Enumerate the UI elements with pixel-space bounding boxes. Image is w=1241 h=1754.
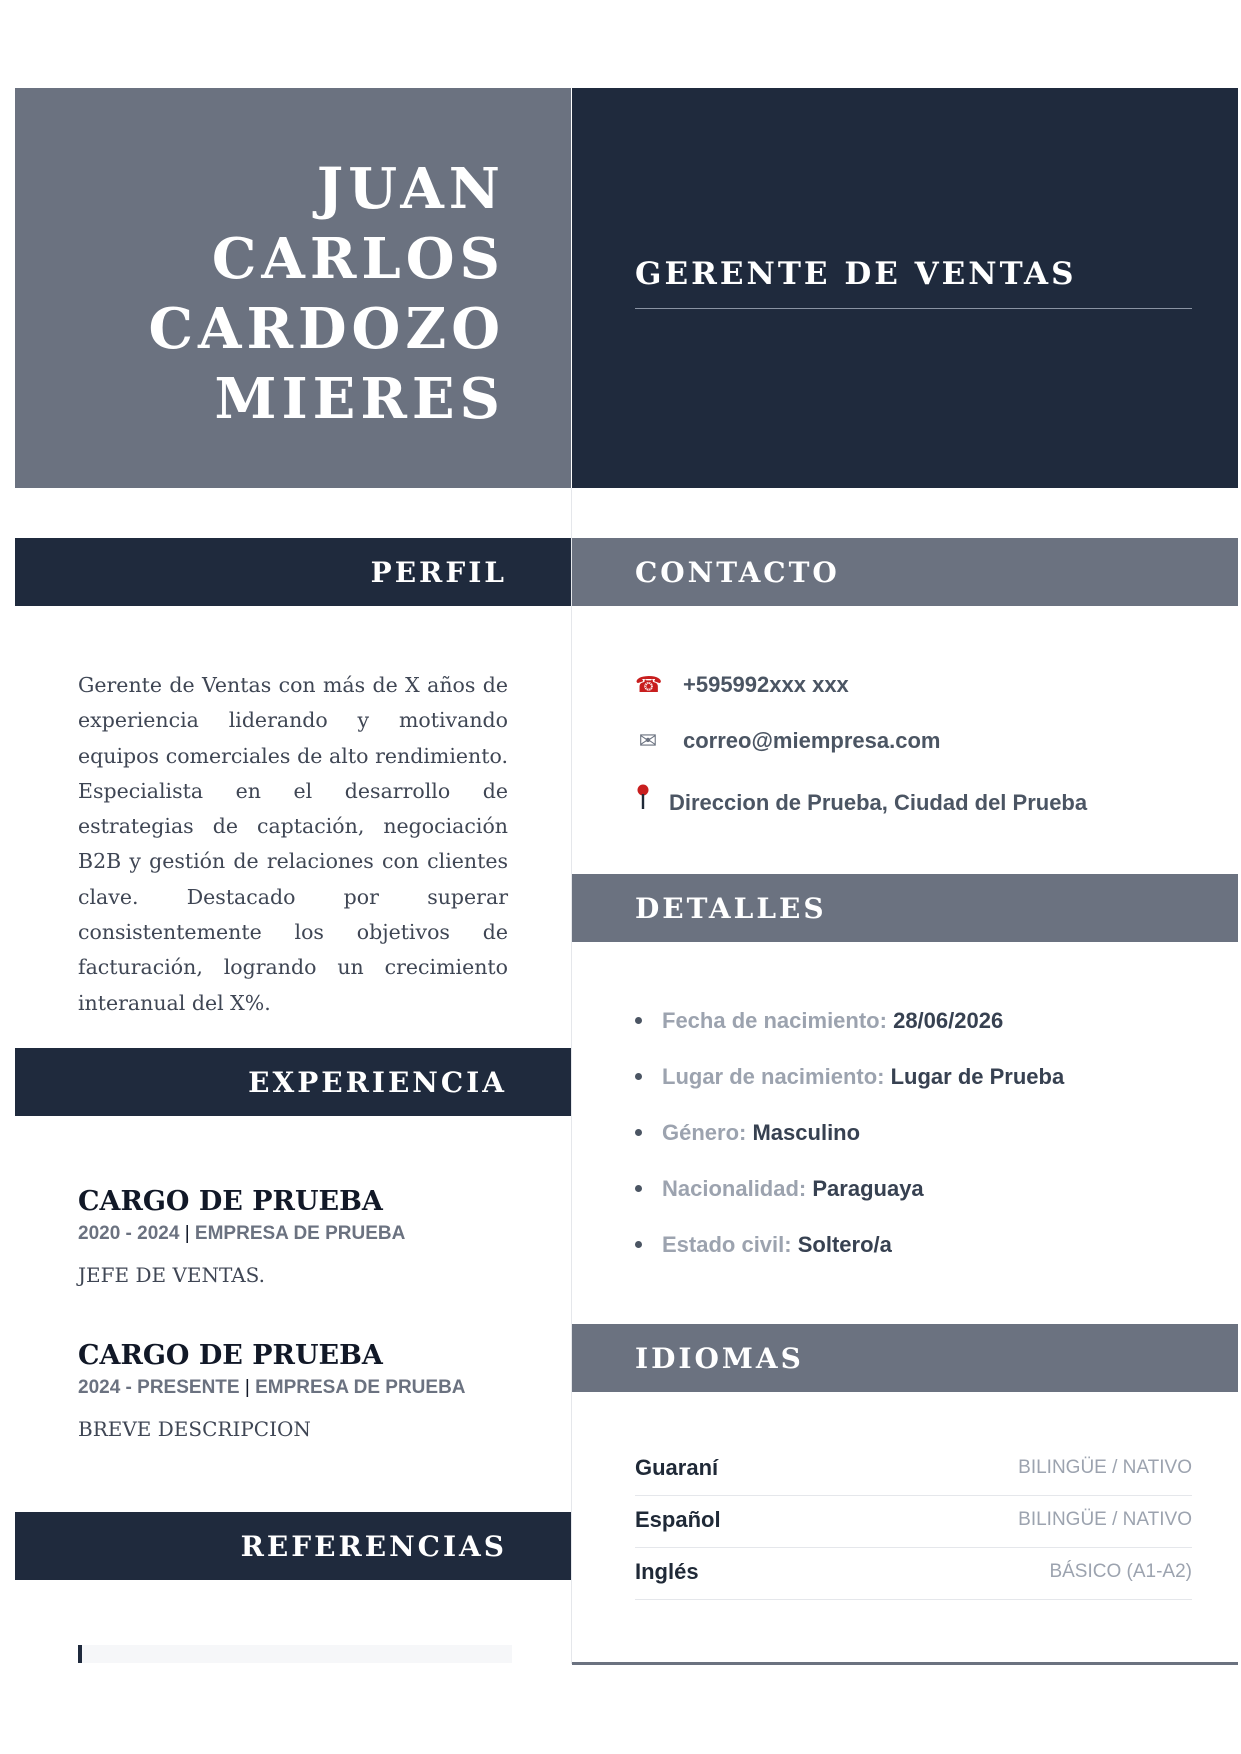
experience-separator: |	[244, 1377, 250, 1398]
full-name	[148, 154, 505, 434]
name-line-2: CARLOS	[211, 226, 505, 292]
section-title-perfil: PERFIL	[370, 556, 507, 589]
envelope-icon: ✉	[638, 728, 658, 753]
experience-meta	[78, 1377, 538, 1399]
detail-label: Fecha de nacimiento:	[662, 1008, 887, 1033]
contact-email[interactable]	[635, 728, 940, 754]
bullet-icon	[635, 1241, 642, 1248]
language-row	[635, 1549, 1192, 1600]
language-name: Español	[635, 1507, 721, 1532]
bottom-divider	[572, 1662, 1238, 1665]
phone-number: +595992xxx xxx	[683, 672, 849, 697]
detail-value: Lugar de Prueba	[890, 1064, 1065, 1089]
profile-summary: Gerente de Ventas con más de X años de experiencia liderando y motivando equipos comerciales de alto rendimiento. Especialista en el desarrollo de estrategias de captación, negociación B2B y gestión de relaciones con clientes clave. Destacado por superar consistentemente los objetivos de facturación, logrando un crecimiento interanual del X%.	[78, 673, 508, 1015]
experience-dates: 2020 - 2024	[78, 1223, 180, 1244]
section-header-referencias	[15, 1512, 571, 1580]
language-level: BILINGÜE / NATIVO	[1018, 1509, 1192, 1530]
detail-item	[635, 1064, 1064, 1090]
email-address: correo@miempresa.com	[683, 728, 941, 753]
language-name: Guaraní	[635, 1455, 719, 1480]
experience-dates: 2024 - PRESENTE	[78, 1377, 240, 1398]
section-title-experiencia: EXPERIENCIA	[248, 1066, 507, 1099]
detail-value: Paraguaya	[812, 1176, 924, 1201]
experience-description: BREVE DESCRIPCION	[78, 1417, 311, 1441]
experience-title: CARGO DE PRUEBA	[78, 1340, 383, 1371]
column-divider	[571, 488, 572, 1664]
experience-separator: |	[184, 1223, 190, 1244]
section-header-idiomas	[572, 1324, 1238, 1392]
section-header-experiencia	[15, 1048, 571, 1116]
experience-description: JEFE DE VENTAS.	[78, 1263, 266, 1287]
experience-item	[78, 1340, 538, 1441]
language-row	[635, 1497, 1192, 1548]
language-row	[635, 1445, 1192, 1496]
name-line-1: JUAN	[316, 156, 505, 222]
language-level: BILINGÜE / NATIVO	[1018, 1457, 1192, 1478]
experience-meta	[78, 1223, 538, 1245]
detail-item	[635, 1008, 1003, 1034]
section-header-contacto	[572, 538, 1238, 606]
language-level: BÁSICO (A1-A2)	[1049, 1561, 1192, 1582]
section-header-perfil	[15, 538, 571, 606]
detail-item	[635, 1120, 860, 1146]
experience-title: CARGO DE PRUEBA	[78, 1186, 383, 1217]
name-line-4: MIERES	[214, 366, 505, 432]
experience-item	[78, 1186, 538, 1287]
bullet-icon	[635, 1017, 642, 1024]
bullet-icon	[635, 1185, 642, 1192]
section-title-contacto: CONTACTO	[635, 556, 840, 589]
contact-phone[interactable]	[635, 672, 849, 698]
experience-company: EMPRESA DE PRUEBA	[255, 1377, 466, 1398]
detail-value: Soltero/a	[797, 1232, 892, 1257]
detail-label: Estado civil:	[662, 1232, 792, 1257]
detail-item	[635, 1232, 892, 1258]
reference-card	[78, 1645, 512, 1663]
section-title-detalles: DETALLES	[635, 892, 827, 925]
detail-label: Género:	[662, 1120, 747, 1145]
job-title-panel	[572, 88, 1238, 488]
name-line-3: CARDOZO	[148, 296, 505, 362]
detail-value: 28/06/2026	[893, 1008, 1004, 1033]
detail-item	[635, 1176, 924, 1202]
section-title-referencias: REFERENCIAS	[240, 1530, 507, 1563]
bullet-icon	[635, 1073, 642, 1080]
title-divider	[635, 308, 1192, 309]
detail-label: Lugar de nacimiento:	[662, 1064, 885, 1089]
section-header-detalles	[572, 874, 1238, 942]
telephone-icon: ☎	[635, 672, 663, 697]
address-text: Direccion de Prueba, Ciudad del Prueba	[669, 790, 1088, 815]
bullet-icon	[635, 1129, 642, 1136]
language-name: Inglés	[635, 1559, 699, 1584]
experience-company: EMPRESA DE PRUEBA	[194, 1223, 406, 1244]
map-pin-icon	[635, 784, 651, 816]
detail-value: Masculino	[752, 1120, 861, 1145]
section-title-idiomas: IDIOMAS	[635, 1342, 804, 1375]
job-title: GERENTE DE VENTAS	[635, 256, 1077, 292]
contact-address	[635, 784, 1087, 816]
detail-label: Nacionalidad:	[662, 1176, 807, 1201]
name-panel	[15, 88, 571, 488]
